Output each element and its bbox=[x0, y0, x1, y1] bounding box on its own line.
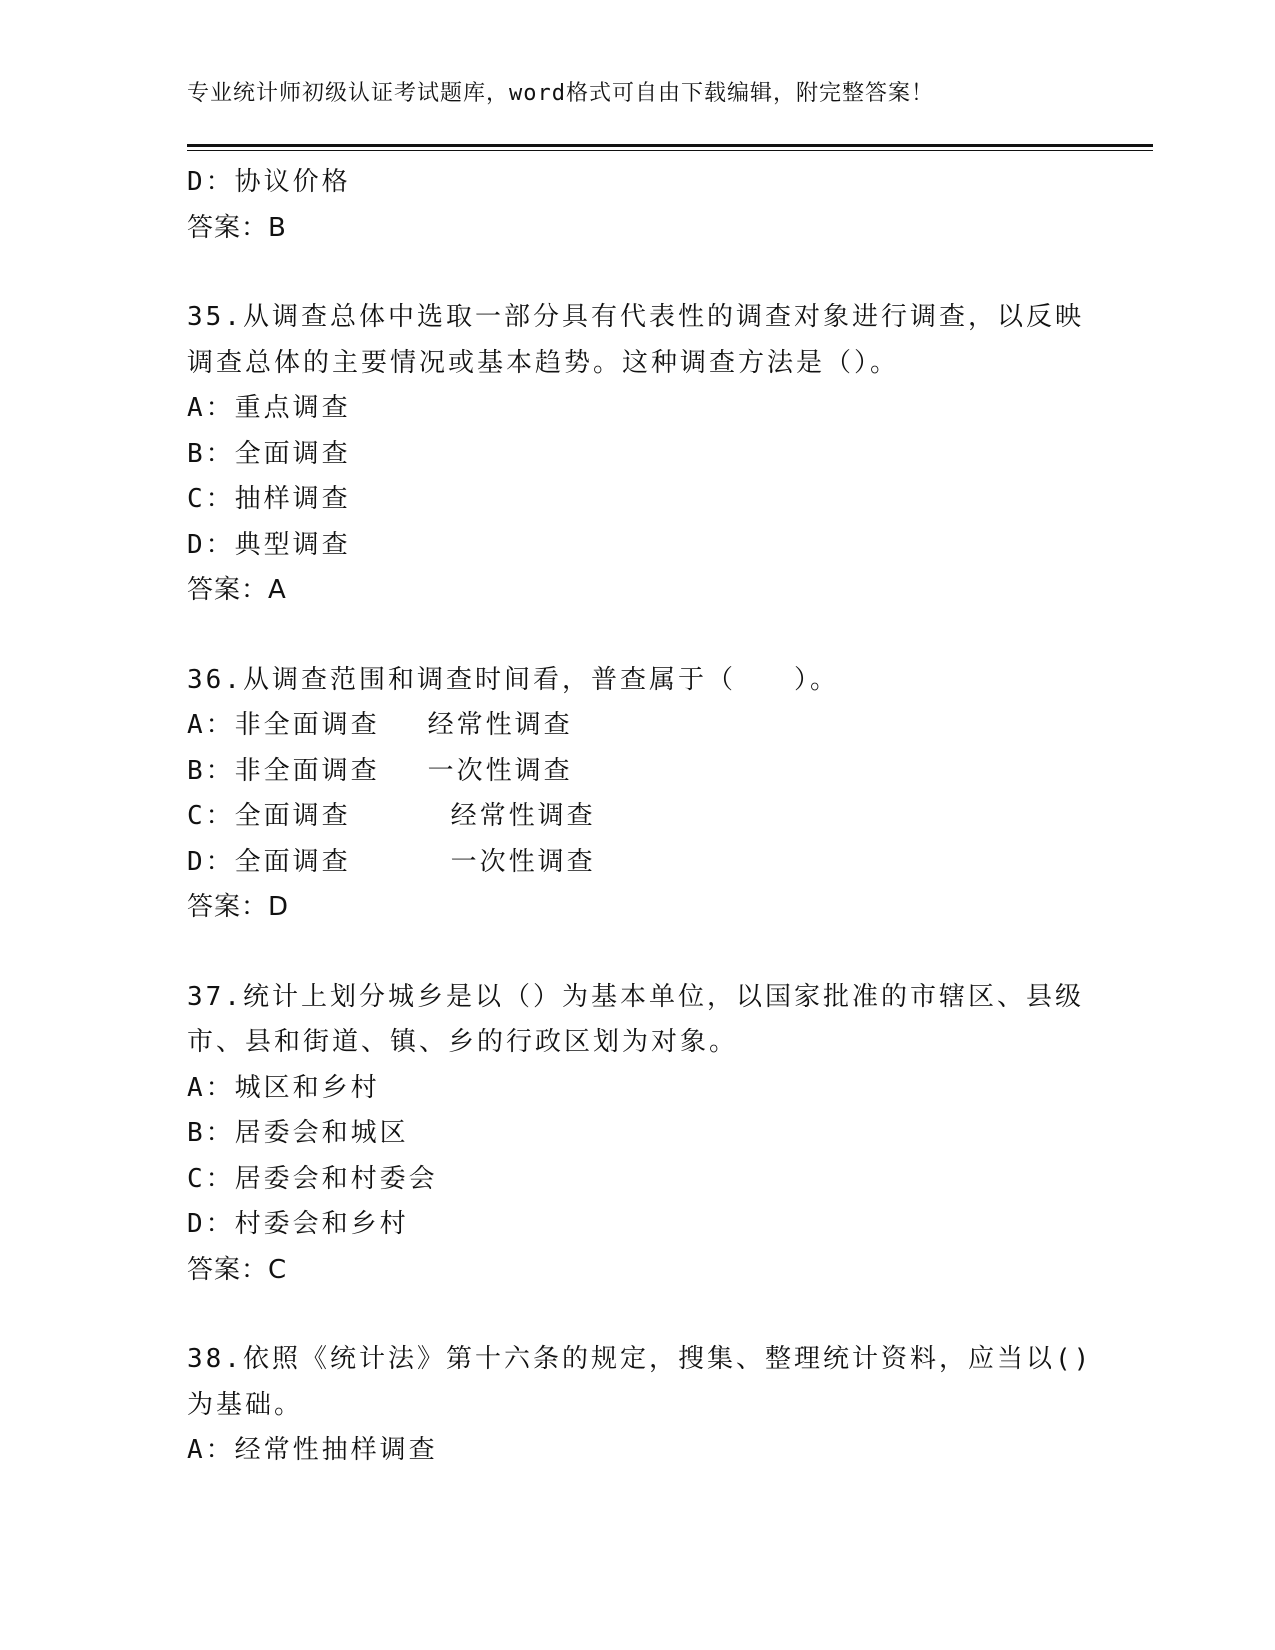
question-36 bbox=[187, 658, 1087, 931]
option-a-left: A：非全面调查 bbox=[187, 710, 380, 740]
option-c: C：抽样调查 bbox=[187, 484, 351, 514]
option-c bbox=[187, 794, 1087, 840]
option-d: D：村委会和乡村 bbox=[187, 1209, 409, 1239]
answer-line: 答案：D bbox=[187, 892, 290, 922]
carryover-answer: 答案：B bbox=[187, 212, 287, 243]
option-d-left: D：全面调查 bbox=[187, 846, 351, 877]
carryover-option-d: D：协议价格 bbox=[187, 167, 351, 197]
option-a bbox=[187, 703, 1087, 749]
page-header: 专业统计师初级认证考试题库，word格式可自由下载编辑，附完整答案！ bbox=[187, 81, 934, 106]
question-35 bbox=[187, 295, 1087, 614]
header-rule-thick bbox=[187, 144, 1153, 147]
question-stem-line: 调查总体的主要情况或基本趋势。这种调查方法是（）。 bbox=[187, 347, 900, 378]
option-d-right: 一次性调查 bbox=[450, 846, 596, 877]
option-d: D：典型调查 bbox=[187, 529, 351, 560]
option-c-left: C：全面调查 bbox=[187, 801, 351, 831]
question-stem-line: 为基础。 bbox=[187, 1389, 304, 1420]
header-rule-thin bbox=[187, 150, 1153, 151]
option-d bbox=[187, 840, 1087, 886]
option-a: A：经常性抽样调查 bbox=[187, 1435, 438, 1465]
option-b-right: 一次性调查 bbox=[427, 755, 573, 786]
question-stem-line: 市、县和街道、镇、乡的行政区划为对象。 bbox=[187, 1027, 739, 1057]
option-c: C：居委会和村委会 bbox=[187, 1163, 438, 1194]
option-a-right: 经常性调查 bbox=[427, 710, 573, 740]
question-stem-line: 37.统计上划分城乡是以（）为基本单位，以国家批准的市辖区、县级 bbox=[187, 981, 1084, 1012]
answer-line: 答案：C bbox=[187, 1254, 288, 1285]
question-37 bbox=[187, 975, 1087, 1294]
option-b bbox=[187, 749, 1087, 795]
option-a: A：城区和乡村 bbox=[187, 1072, 380, 1103]
question-stem-line: 36.从调查范围和调查时间看，普查属于（ ）。 bbox=[187, 664, 839, 695]
option-a: A：重点调查 bbox=[187, 393, 351, 423]
question-stem-line: 35.从调查总体中选取一部分具有代表性的调查对象进行调查，以反映 bbox=[187, 302, 1084, 332]
option-b-left: B：非全面调查 bbox=[187, 755, 380, 786]
question-stem-line: 38.依照《统计法》第十六条的规定，搜集、整理统计资料，应当以() bbox=[187, 1344, 1093, 1374]
option-b: B：全面调查 bbox=[187, 438, 351, 469]
question-38 bbox=[187, 1337, 1093, 1474]
answer-line: 答案：A bbox=[187, 575, 287, 605]
option-c-right: 经常性调查 bbox=[450, 801, 596, 831]
option-b: B：居委会和城区 bbox=[187, 1118, 409, 1148]
question-content bbox=[187, 160, 1093, 1474]
